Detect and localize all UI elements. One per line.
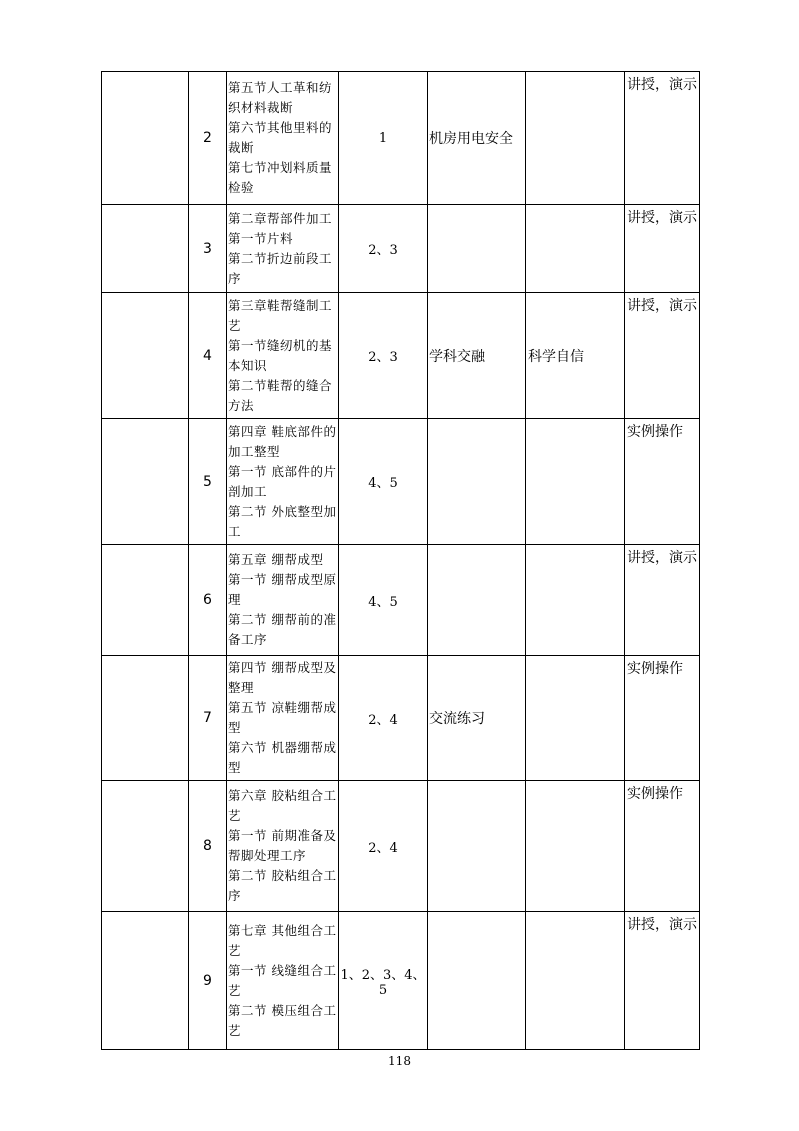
content-cell <box>227 656 339 781</box>
content-line: 第二章帮部件加工 <box>228 210 333 226</box>
element-cell <box>526 912 625 1050</box>
content-line: 第四章 鞋底部件的 <box>228 423 337 439</box>
content-line: 备工序 <box>228 632 268 647</box>
ideology-cell <box>428 912 526 1050</box>
table-row <box>102 419 700 545</box>
content-line: 第一节 线缝组合工 <box>228 962 337 978</box>
content-cell <box>227 419 339 545</box>
table-row <box>102 205 700 293</box>
content-line: 帮脚处理工序 <box>228 848 307 863</box>
content-line: 第四节 绷帮成型及 <box>228 660 337 675</box>
content-line: 第六节 机器绷帮成 <box>228 740 337 755</box>
ideology-cell <box>428 419 526 545</box>
content-line: 第三章鞋帮缝制工 <box>228 297 333 313</box>
content-line: 第一节 底部件的片 <box>228 463 337 479</box>
content-line: 本知识 <box>228 357 268 373</box>
goals-cell: 4、5 <box>339 545 428 656</box>
method-cell: 讲授，演示 <box>625 293 700 419</box>
goals-cell: 1 <box>339 72 428 205</box>
content-line: 理 <box>228 592 242 607</box>
method-cell: 讲授，演示 <box>625 205 700 293</box>
content-line: 第二节鞋帮的缝合 <box>228 377 333 393</box>
content-cell <box>227 205 339 293</box>
row-number: 8 <box>189 781 227 912</box>
content-line: 型 <box>228 760 242 775</box>
goals-cell: 2、4 <box>339 656 428 781</box>
content-line: 第二节折边前段工 <box>228 250 333 266</box>
ideology-cell <box>428 545 526 656</box>
blank-cell <box>102 205 189 293</box>
content-line: 整理 <box>228 680 255 695</box>
blank-cell <box>102 545 189 656</box>
goals-cell: 2、3 <box>339 205 428 293</box>
content-line: 加工整型 <box>228 443 281 459</box>
content-cell <box>227 545 339 656</box>
row-number: 7 <box>189 656 227 781</box>
element-cell <box>526 419 625 545</box>
table-row <box>102 545 700 656</box>
content-line: 第五章 绷帮成型 <box>228 552 324 567</box>
element-cell <box>526 205 625 293</box>
content-line: 第五节人工革和纺 <box>228 80 333 95</box>
content-cell <box>227 912 339 1050</box>
row-number: 2 <box>189 72 227 205</box>
table-row <box>102 293 700 419</box>
method-cell: 讲授，演示 <box>625 72 700 205</box>
content-line: 艺 <box>228 942 242 958</box>
blank-cell <box>102 912 189 1050</box>
content-cell <box>227 781 339 912</box>
table-row <box>102 656 700 781</box>
ideology-cell: 机房用电安全 <box>428 72 526 205</box>
blank-cell <box>102 293 189 419</box>
teaching-plan-table <box>101 71 700 1050</box>
blank-cell <box>102 781 189 912</box>
content-line: 检验 <box>228 180 255 195</box>
goals-cell: 2、4 <box>339 781 428 912</box>
page-number: 118 <box>388 1054 411 1068</box>
content-line: 工 <box>228 523 242 539</box>
content-line: 裁断 <box>228 140 255 155</box>
ideology-cell <box>428 781 526 912</box>
element-cell <box>526 545 625 656</box>
content-line: 第七节冲划料质量 <box>228 160 333 175</box>
blank-cell <box>102 656 189 781</box>
ideology-cell: 交流练习 <box>428 656 526 781</box>
table-row <box>102 912 700 1050</box>
method-cell: 讲授，演示 <box>625 912 700 1050</box>
content-line: 第六章 胶粘组合工 <box>228 788 337 803</box>
method-cell: 实例操作 <box>625 781 700 912</box>
ideology-cell: 学科交融 <box>428 293 526 419</box>
content-line: 织材料裁断 <box>228 100 294 115</box>
blank-cell <box>102 419 189 545</box>
table-row <box>102 781 700 912</box>
element-cell: 科学自信 <box>526 293 625 419</box>
content-cell <box>227 72 339 205</box>
element-cell <box>526 656 625 781</box>
row-number: 9 <box>189 912 227 1050</box>
content-line: 序 <box>228 888 242 903</box>
goals-cell: 1、2、3、4、5 <box>339 912 428 1050</box>
content-line: 第一节 绷帮成型原 <box>228 572 337 587</box>
row-number: 4 <box>189 293 227 419</box>
content-line: 第二节 外底整型加 <box>228 503 337 519</box>
content-cell <box>227 293 339 419</box>
content-line: 第一节缝纫机的基 <box>228 337 333 353</box>
content-line: 第二节 胶粘组合工 <box>228 868 337 883</box>
element-cell <box>526 781 625 912</box>
content-line: 剖加工 <box>228 483 268 499</box>
content-line: 序 <box>228 270 242 286</box>
content-line: 艺 <box>228 982 242 998</box>
content-line: 第二节 绷帮前的准 <box>228 612 337 627</box>
content-line: 方法 <box>228 397 255 413</box>
content-line: 艺 <box>228 317 242 333</box>
ideology-cell <box>428 205 526 293</box>
blank-cell <box>102 72 189 205</box>
content-line: 艺 <box>228 808 242 823</box>
method-cell: 实例操作 <box>625 419 700 545</box>
content-line: 艺 <box>228 1022 242 1038</box>
method-cell: 实例操作 <box>625 656 700 781</box>
table-body <box>102 72 700 1050</box>
table-row <box>102 72 700 205</box>
content-line: 第一节 前期准备及 <box>228 828 337 843</box>
goals-cell: 4、5 <box>339 419 428 545</box>
method-cell: 讲授，演示 <box>625 545 700 656</box>
element-cell <box>526 72 625 205</box>
content-line: 第六节其他里料的 <box>228 120 333 135</box>
content-line: 型 <box>228 720 242 735</box>
content-line: 第七章 其他组合工 <box>228 922 337 938</box>
content-line: 第五节 凉鞋绷帮成 <box>228 700 337 715</box>
content-line: 第二节 模压组合工 <box>228 1002 337 1018</box>
goals-cell: 2、3 <box>339 293 428 419</box>
row-number: 5 <box>189 419 227 545</box>
row-number: 6 <box>189 545 227 656</box>
row-number: 3 <box>189 205 227 293</box>
content-line: 第一节片料 <box>228 230 294 246</box>
